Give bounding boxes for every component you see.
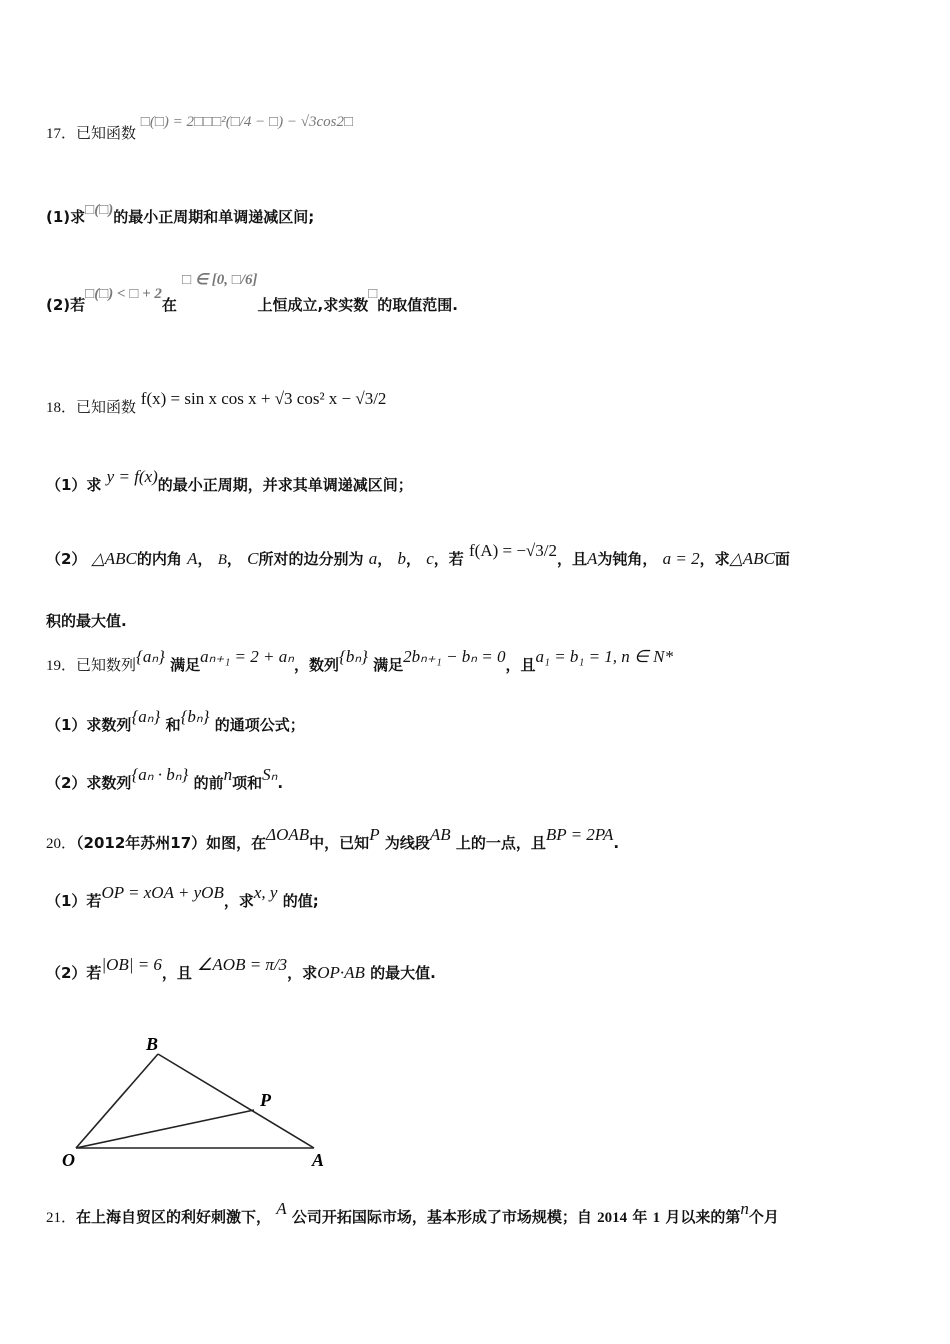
q17-p2-var: □ [368, 286, 378, 302]
q19-p2-prefix: （2）求数列 [46, 774, 132, 792]
q20-p2-t2: ，求 [287, 964, 318, 982]
q20-p1-prefix: （1）若 [46, 892, 102, 910]
q18-formula: f(x) = sin x cos x + √3 cos² x − √3/2 [140, 389, 387, 408]
q21-t4: 月以来的第 [665, 1208, 741, 1226]
q20-AB: AB [429, 825, 451, 844]
q18-p2-A2: A [587, 549, 598, 568]
q19-part2 [46, 765, 284, 793]
q17-p2-interval: □ ∈ [0, □/6] [182, 272, 258, 288]
q19-p2-n: n [223, 765, 233, 784]
q21-n: n [740, 1199, 749, 1218]
q20-p1-xy: x, y [253, 883, 278, 902]
q20-t3: 上的一点，且 [455, 834, 546, 852]
q19-rec-a: aₙ₊₁ = 2 + aₙ [200, 647, 295, 666]
q18-p2-t5: 为钝角， [597, 550, 658, 568]
q21-month: 1 [652, 1210, 661, 1226]
q17-formula: □(□) = 2□□□²(□/4 − □) − √3cos2□ [140, 114, 354, 130]
q21-t3: 年 [632, 1208, 648, 1226]
q19-p2-t1: 的前 [193, 774, 224, 792]
q19-t1: 满足 [170, 656, 201, 674]
q20-part1 [46, 883, 319, 911]
q19-p1-prefix: （1）求数列 [46, 716, 132, 734]
q20-cond: BP = 2PA [545, 825, 614, 844]
q20-t1: 中，已知 [309, 834, 370, 852]
q21-t5: 个月 [748, 1208, 779, 1226]
q19-p2-t2: 项和 [232, 774, 263, 792]
q18-p2-t3: ，若 [433, 550, 464, 568]
q18-p2-t1: 的内角 [136, 550, 182, 568]
q18-p1-fx: y = f(x) [106, 467, 158, 486]
q19-p1-text: 的通项公式； [214, 716, 305, 734]
q19-p1-bn: {bₙ} [180, 707, 210, 726]
q19-p2-seq: {aₙ · bₙ} [131, 765, 189, 784]
q18-p2-t2: 所对的边分别为 [258, 550, 364, 568]
q18-p2-a: a [368, 549, 378, 568]
q20-p2-norm: |OB| = 6 [101, 955, 162, 974]
q20-part2 [46, 955, 436, 983]
q18-p2-C: C [247, 549, 259, 568]
q19-p2-Sn: Sₙ [262, 765, 278, 784]
q17-p2-tail: 的取值范围. [377, 296, 458, 314]
q18-p2-c: c [426, 549, 434, 568]
q20-p2-angle: ∠AOB = π/3 [197, 955, 288, 974]
q20-end: . [613, 834, 620, 852]
q20-stem [46, 825, 620, 853]
q17-p2-text: 上恒成立,求实数 [257, 296, 369, 314]
q19-bn: {bₙ} [339, 647, 368, 666]
q18-part1 [46, 467, 413, 495]
q21-A: A [276, 1199, 287, 1218]
q18-p2-prefix: （2） [46, 550, 87, 568]
q18-p2-tri2: △ABC [729, 549, 775, 568]
q20-t2: 为线段 [384, 834, 430, 852]
q19-p2-end: . [277, 774, 284, 792]
q19-p1-an: {aₙ} [131, 707, 161, 726]
q18-p2-a2: a = 2 [662, 549, 700, 568]
q18-p2-b: b [397, 549, 406, 568]
q17-p2-ineq: □(□) < □ + 2 [85, 286, 162, 302]
q17-p1-text: 的最小正周期和单调递减区间; [113, 208, 315, 226]
q20-source: （2012年苏州17）如图，在 [76, 834, 267, 852]
q20-P: P [369, 825, 380, 844]
q21-t1: 在上海自贸区的利好刺激下， [76, 1208, 272, 1226]
q17-stem [46, 114, 354, 143]
q20-p2-prefix: （2）若 [46, 964, 102, 982]
label-O: O [62, 1150, 75, 1170]
q20-p2-tail: 的最大值. [370, 964, 436, 982]
label-A: A [312, 1150, 325, 1170]
q17-part1 [46, 202, 315, 227]
label-P: P [260, 1090, 271, 1110]
q17-p2-prefix: (2)若 [46, 296, 86, 314]
q20-label: 20． [46, 836, 77, 852]
q20-tri: ΔOAB [266, 825, 310, 844]
q18-p2-t4: ，且 [557, 550, 588, 568]
q20-p1-t: ，求 [223, 892, 254, 910]
q20-p2-dot: OP·AB [317, 963, 365, 982]
q17-label: 17．已知函数 [46, 126, 137, 142]
q21-t2: 公司开拓国际市场，基本形成了市场规模；自 [291, 1208, 592, 1226]
segment-BA [158, 1054, 314, 1148]
q19-stem [46, 647, 673, 675]
q18-p2-A: A [187, 549, 198, 568]
q18-p2-fA: f(A) = −√3/2 [469, 541, 557, 560]
q17-p2-in: 在 [161, 296, 177, 314]
q19-t4: ，且 [505, 656, 536, 674]
q21-label: 21． [46, 1210, 77, 1226]
q18-part2: （2） △ABC的内角 A， B， C所对的边分别为 a， b， c，若 f(A) = −√3/2，且A为钝角， a = 2，求△ABC面 [46, 541, 790, 568]
q18-label: 18．已知函数 [46, 400, 137, 416]
q18-p1-prefix: （1）求 [46, 476, 102, 494]
q18-p2-t6: ，求 [699, 550, 730, 568]
label-B: B [146, 1034, 159, 1054]
q17-part2 [46, 272, 458, 315]
q20-p2-t1: ，且 [161, 964, 192, 982]
q19-an: {aₙ} [136, 647, 165, 666]
q18-p2-cont: 积的最大值. [46, 612, 127, 630]
q18-part2-cont [46, 610, 127, 631]
q20-p1-tail: 的值; [282, 892, 319, 910]
q19-p1-and: 和 [165, 716, 181, 734]
q18-p2-tri: △ABC [91, 549, 137, 568]
segment-OP [76, 1110, 254, 1148]
q21-stem [46, 1199, 779, 1227]
q17-p1-fx: □(□) [85, 202, 114, 218]
q18-p2-B: B [217, 552, 227, 568]
q19-t2: ，数列 [294, 656, 340, 674]
q20-p1-eq: OP = xOA + yOB [101, 883, 224, 902]
q19-init: a₁ = b₁ = 1, n ∈ N* [535, 647, 673, 666]
q19-label: 19．已知数列 [46, 658, 137, 674]
q18-stem [46, 389, 387, 417]
q17-p1-prefix: (1)求 [46, 208, 86, 226]
triangle-figure [56, 1030, 346, 1170]
q18-p1-text: 的最小正周期，并求其单调递减区间； [157, 476, 413, 494]
q19-rec-b: 2bₙ₊₁ − bₙ = 0 [403, 647, 506, 666]
q19-part1 [46, 707, 305, 735]
q18-p2-t7: 面 [774, 550, 790, 568]
q21-year: 2014 [597, 1210, 628, 1226]
q19-t3: 满足 [373, 656, 404, 674]
